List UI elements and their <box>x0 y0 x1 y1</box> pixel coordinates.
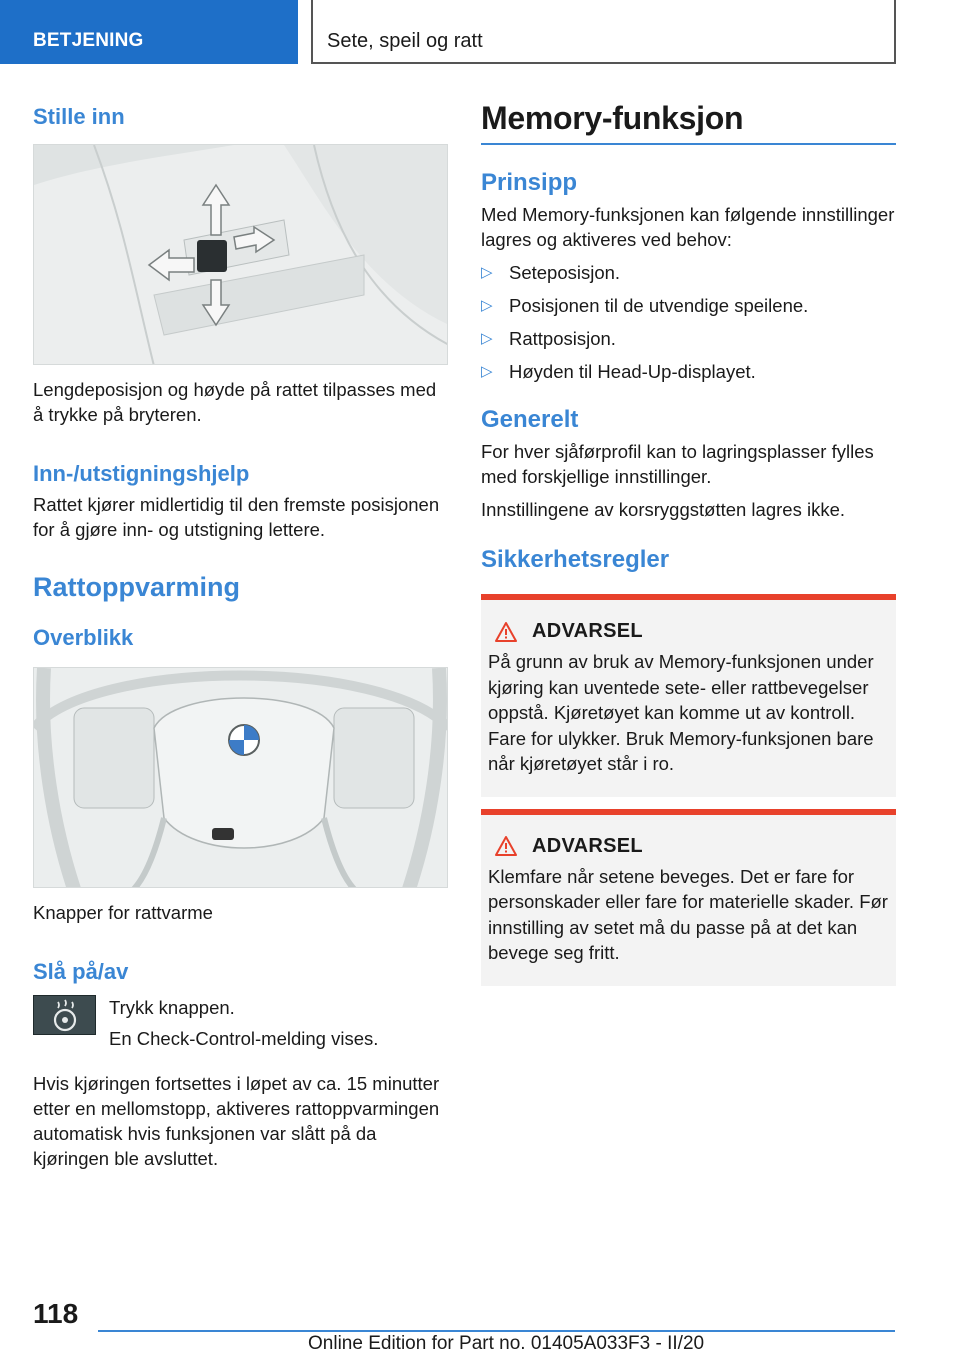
triangle-bullet-icon: ▷ <box>481 264 493 281</box>
steering-adjust-illustration <box>34 145 448 365</box>
warning-triangle-icon <box>494 621 518 643</box>
list-item: ▷ Rattposisjon. <box>481 328 616 349</box>
general-text-2: Innstillingene av korsryggstøtten lagres ikke. <box>481 499 846 520</box>
principle-text: Med Memory-funksjonen kan følgende innstillinger lagres og aktiveres ved behov: <box>481 204 895 250</box>
overview-heading: Overblikk <box>33 625 134 650</box>
chapter-title: Sete, speil og ratt <box>311 0 896 64</box>
memory-settings-list <box>481 260 896 384</box>
heating-heading: Rattoppvarming <box>33 572 241 602</box>
overview-caption: Knapper for rattvarme <box>33 902 213 923</box>
steering-wheel-figure <box>33 667 448 888</box>
general-heading: Generelt <box>481 406 579 433</box>
adjust-caption: Lengdeposisjon og høyde på rattet tilpasses med å trykke på bryteren. <box>33 379 437 425</box>
triangle-bullet-icon: ▷ <box>481 297 493 314</box>
warning-title: ADVARSEL <box>532 834 643 857</box>
edition-text: Online Edition for Part no. 01405A033F3 - II/20 <box>308 1333 705 1354</box>
left-column <box>33 100 448 1171</box>
principle-heading: Prinsipp <box>481 169 578 196</box>
heated-wheel-button-icon <box>33 995 96 1035</box>
right-column <box>481 100 896 986</box>
onoff-step2: En Check-Control-melding vises. <box>109 1028 379 1049</box>
warning-text: På grunn av bruk av Memory-funksjonen under kjøring kan uventede sete- eller rattbevegelser oppstå. Kjøretøyet kan komme ut av kontroll. Fare for ulykker. Bruk Memory-funksjonen bare når kjøretøyet står i ro. <box>488 651 874 774</box>
entry-help-heading: Inn-/utstigningshjelp <box>33 461 250 486</box>
triangle-bullet-icon: ▷ <box>481 363 493 380</box>
onoff-step1: Trykk knappen. <box>109 997 235 1018</box>
memory-heading-rule <box>481 100 896 145</box>
warning-box <box>481 594 896 797</box>
triangle-bullet-icon: ▷ <box>481 330 493 347</box>
memory-heading: Memory-funksjon <box>481 100 744 136</box>
warning-header <box>494 835 888 858</box>
onoff-step <box>33 995 448 1051</box>
section-tab: BETJENING <box>0 0 298 64</box>
warning-box <box>481 809 896 986</box>
general-text-1: For hver sjåførprofil kan to lagringsplasser fylles med forskjellige innstillinger. <box>481 441 874 487</box>
entry-help-text: Rattet kjører midlertidig til den fremste posisjonen for å gjøre inn- og utstigning lettere. <box>33 494 440 540</box>
page-number: 118 <box>33 1298 79 1329</box>
warning-header <box>494 620 888 643</box>
adjust-heading: Stille inn <box>33 104 125 129</box>
list-item: ▷ Seteposisjon. <box>481 262 621 283</box>
list-item: ▷ Høyden til Head-Up-displayet. <box>481 361 756 382</box>
warning-text: Klemfare når setene beveges. Det er fare for personskader eller fare for materielle skader. Før innstilling av setet må du passe på at det kan bevege seg fritt. <box>488 865 888 963</box>
list-item: ▷ Posisjonen til de utvendige speilene. <box>481 295 809 316</box>
warning-triangle-icon <box>494 835 518 857</box>
safety-heading: Sikkerhetsregler <box>481 546 670 573</box>
steering-adjust-figure <box>33 144 448 365</box>
steering-wheel-illustration <box>34 668 448 888</box>
onoff-heading: Slå på/av <box>33 959 129 984</box>
onoff-text: Hvis kjøringen fortsettes i løpet av ca. 15 minutter etter en mellomstopp, aktiveres rattoppvarmingen automatisk hvis funksjonen var slått på da kjøringen ble avsluttet. <box>33 1073 440 1169</box>
footer-rule <box>98 1330 895 1332</box>
warning-title: ADVARSEL <box>532 620 643 642</box>
